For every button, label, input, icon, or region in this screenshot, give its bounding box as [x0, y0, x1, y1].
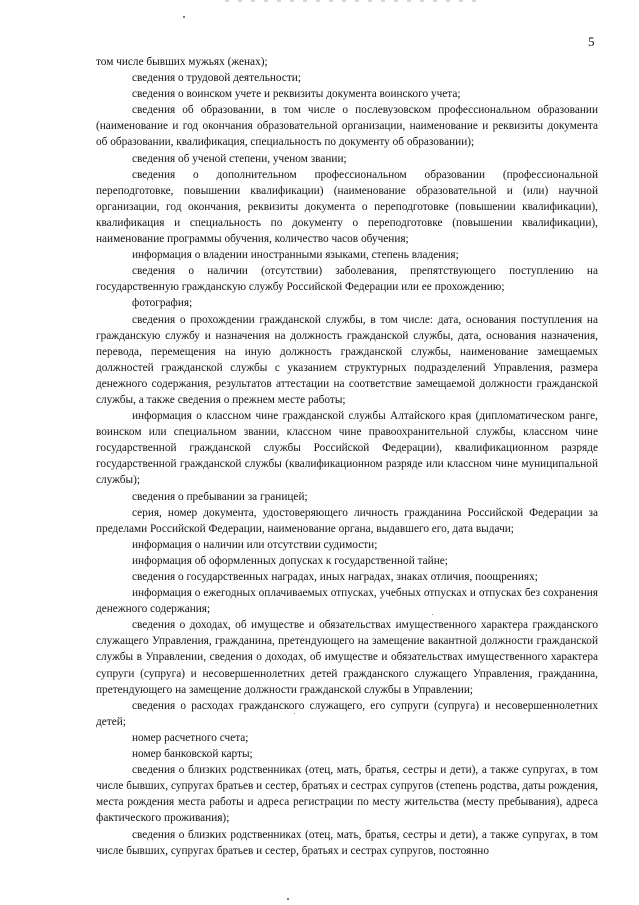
- document-paragraph: фотография;: [132, 297, 193, 310]
- document-paragraph: информация об оформленных допусках к государственной тайне;: [132, 554, 448, 567]
- document-paragraph: сведения о доходах, об имуществе и обязательствах имущественного характера гражданского служащего Управления, гражданина, претендующего на замещение вакантной должности гражданской службы в Управлении, сведения о доходах, об имуществе и обязательствах имущественного характера супруги (супруга) и несовершеннолетних детей гражданского служащего Управления, гражданина, претендующего на замещение должности гражданской службы в Управлении;: [96, 619, 598, 696]
- document-paragraph: сведения о трудовой деятельности;: [132, 72, 301, 85]
- document-paragraph: номер расчетного счета;: [132, 731, 249, 744]
- document-paragraph: сведения о прохождении гражданской службы, в том числе: дата, основания поступления на гражданскую службу и назначения на должность гражданской службы, дата, основания назначения, перевода, перемещения на иную должность гражданской службы, наименование замещаемых должностей гражданской службы с указанием структурных подразделений Управления, размера денежного содержания, результатов аттестации на соответствие замещаемой должности гражданской службы, а также сведения о прежнем месте работы;: [96, 313, 598, 406]
- document-body: [96, 54, 598, 859]
- scan-speck: [287, 898, 289, 900]
- document-paragraph: информация о наличии или отсутствии судимости;: [132, 538, 378, 551]
- document-paragraph: серия, номер документа, удостоверяющего личность гражданина Российской Федерации за пределами Российской Федерации, наименование органа, выдавшего его, дата выдачи;: [96, 506, 598, 535]
- document-paragraph: сведения о близких родственниках (отец, мать, братья, сестры и дети), а также супругах, в том числе бывших, супругах братьев и сестер, братьях и сестрах супругов (степень родства, даты рождения, места рождения места работы и адреса регистрации по месту жительства (месту пребывания), адреса фактического проживания);: [96, 764, 598, 825]
- document-paragraph: сведения о дополнительном профессиональном образовании (профессиональной переподготовке, повышении квалификации) (наименование образовательной и (или) научной организации, год окончания, реквизиты документа о переподготовке (повышении квалификации), квалификация и специальность по документу о переподготовке (повышении квалификации), наименование программы обучения, количество часов обучения;: [96, 168, 598, 246]
- scan-top-edge-artifact: [225, 0, 485, 2]
- document-paragraph: сведения о пребывании за границей;: [132, 490, 308, 503]
- document-paragraph: сведения о воинском учете и реквизиты документа воинского учета;: [132, 88, 461, 101]
- document-paragraph: сведения об образовании, в том числе о послевузовском профессиональном образовании (наименование и год окончания образовательной организации, наименование и реквизиты документа об образовании, квалификация, специальность по документу об образовании);: [96, 104, 598, 149]
- document-paragraph: сведения о государственных наградах, иных наградах, знаках отличия, поощрениях;: [132, 571, 538, 583]
- scan-speck: [183, 16, 185, 18]
- page-number: 5: [588, 34, 595, 49]
- document-paragraph: сведения о близких родственниках (отец, мать, братья, сестры и дети), а также супругах, в том числе бывших, супругах братьев и сестер, братьях и сестрах супругов, постоянно: [96, 828, 598, 857]
- document-paragraph: том числе бывших мужьях (женах);: [96, 56, 268, 68]
- document-paragraph: номер банковской карты;: [132, 748, 253, 761]
- document-paragraph: сведения о расходах гражданского служащего, его супруги (супруга) и несовершеннолетних детей;: [96, 699, 598, 728]
- document-paragraph: информация о ежегодных оплачиваемых отпусках, учебных отпусках и отпусках без сохранения денежного содержания;: [96, 587, 598, 616]
- document-paragraph: информация о классном чине гражданской службы Алтайского края (дипломатическом ранге, воинском или специальном звании, классном чине правоохранительной службы, классном чине государственной гражданской службы Российской Федерации), квалификационном разряде государственной гражданской службы (квалификационном разряде или классном чине муниципальной службы);: [96, 410, 598, 487]
- document-paragraph: информация о владении иностранными языками, степень владения;: [132, 249, 459, 262]
- document-paragraph: сведения о наличии (отсутствии) заболевания, препятствующего поступлению на государственную гражданскую службу Российской Федерации или ее прохождению;: [96, 265, 598, 294]
- document-paragraph: сведения об ученой степени, ученом звании;: [132, 152, 347, 165]
